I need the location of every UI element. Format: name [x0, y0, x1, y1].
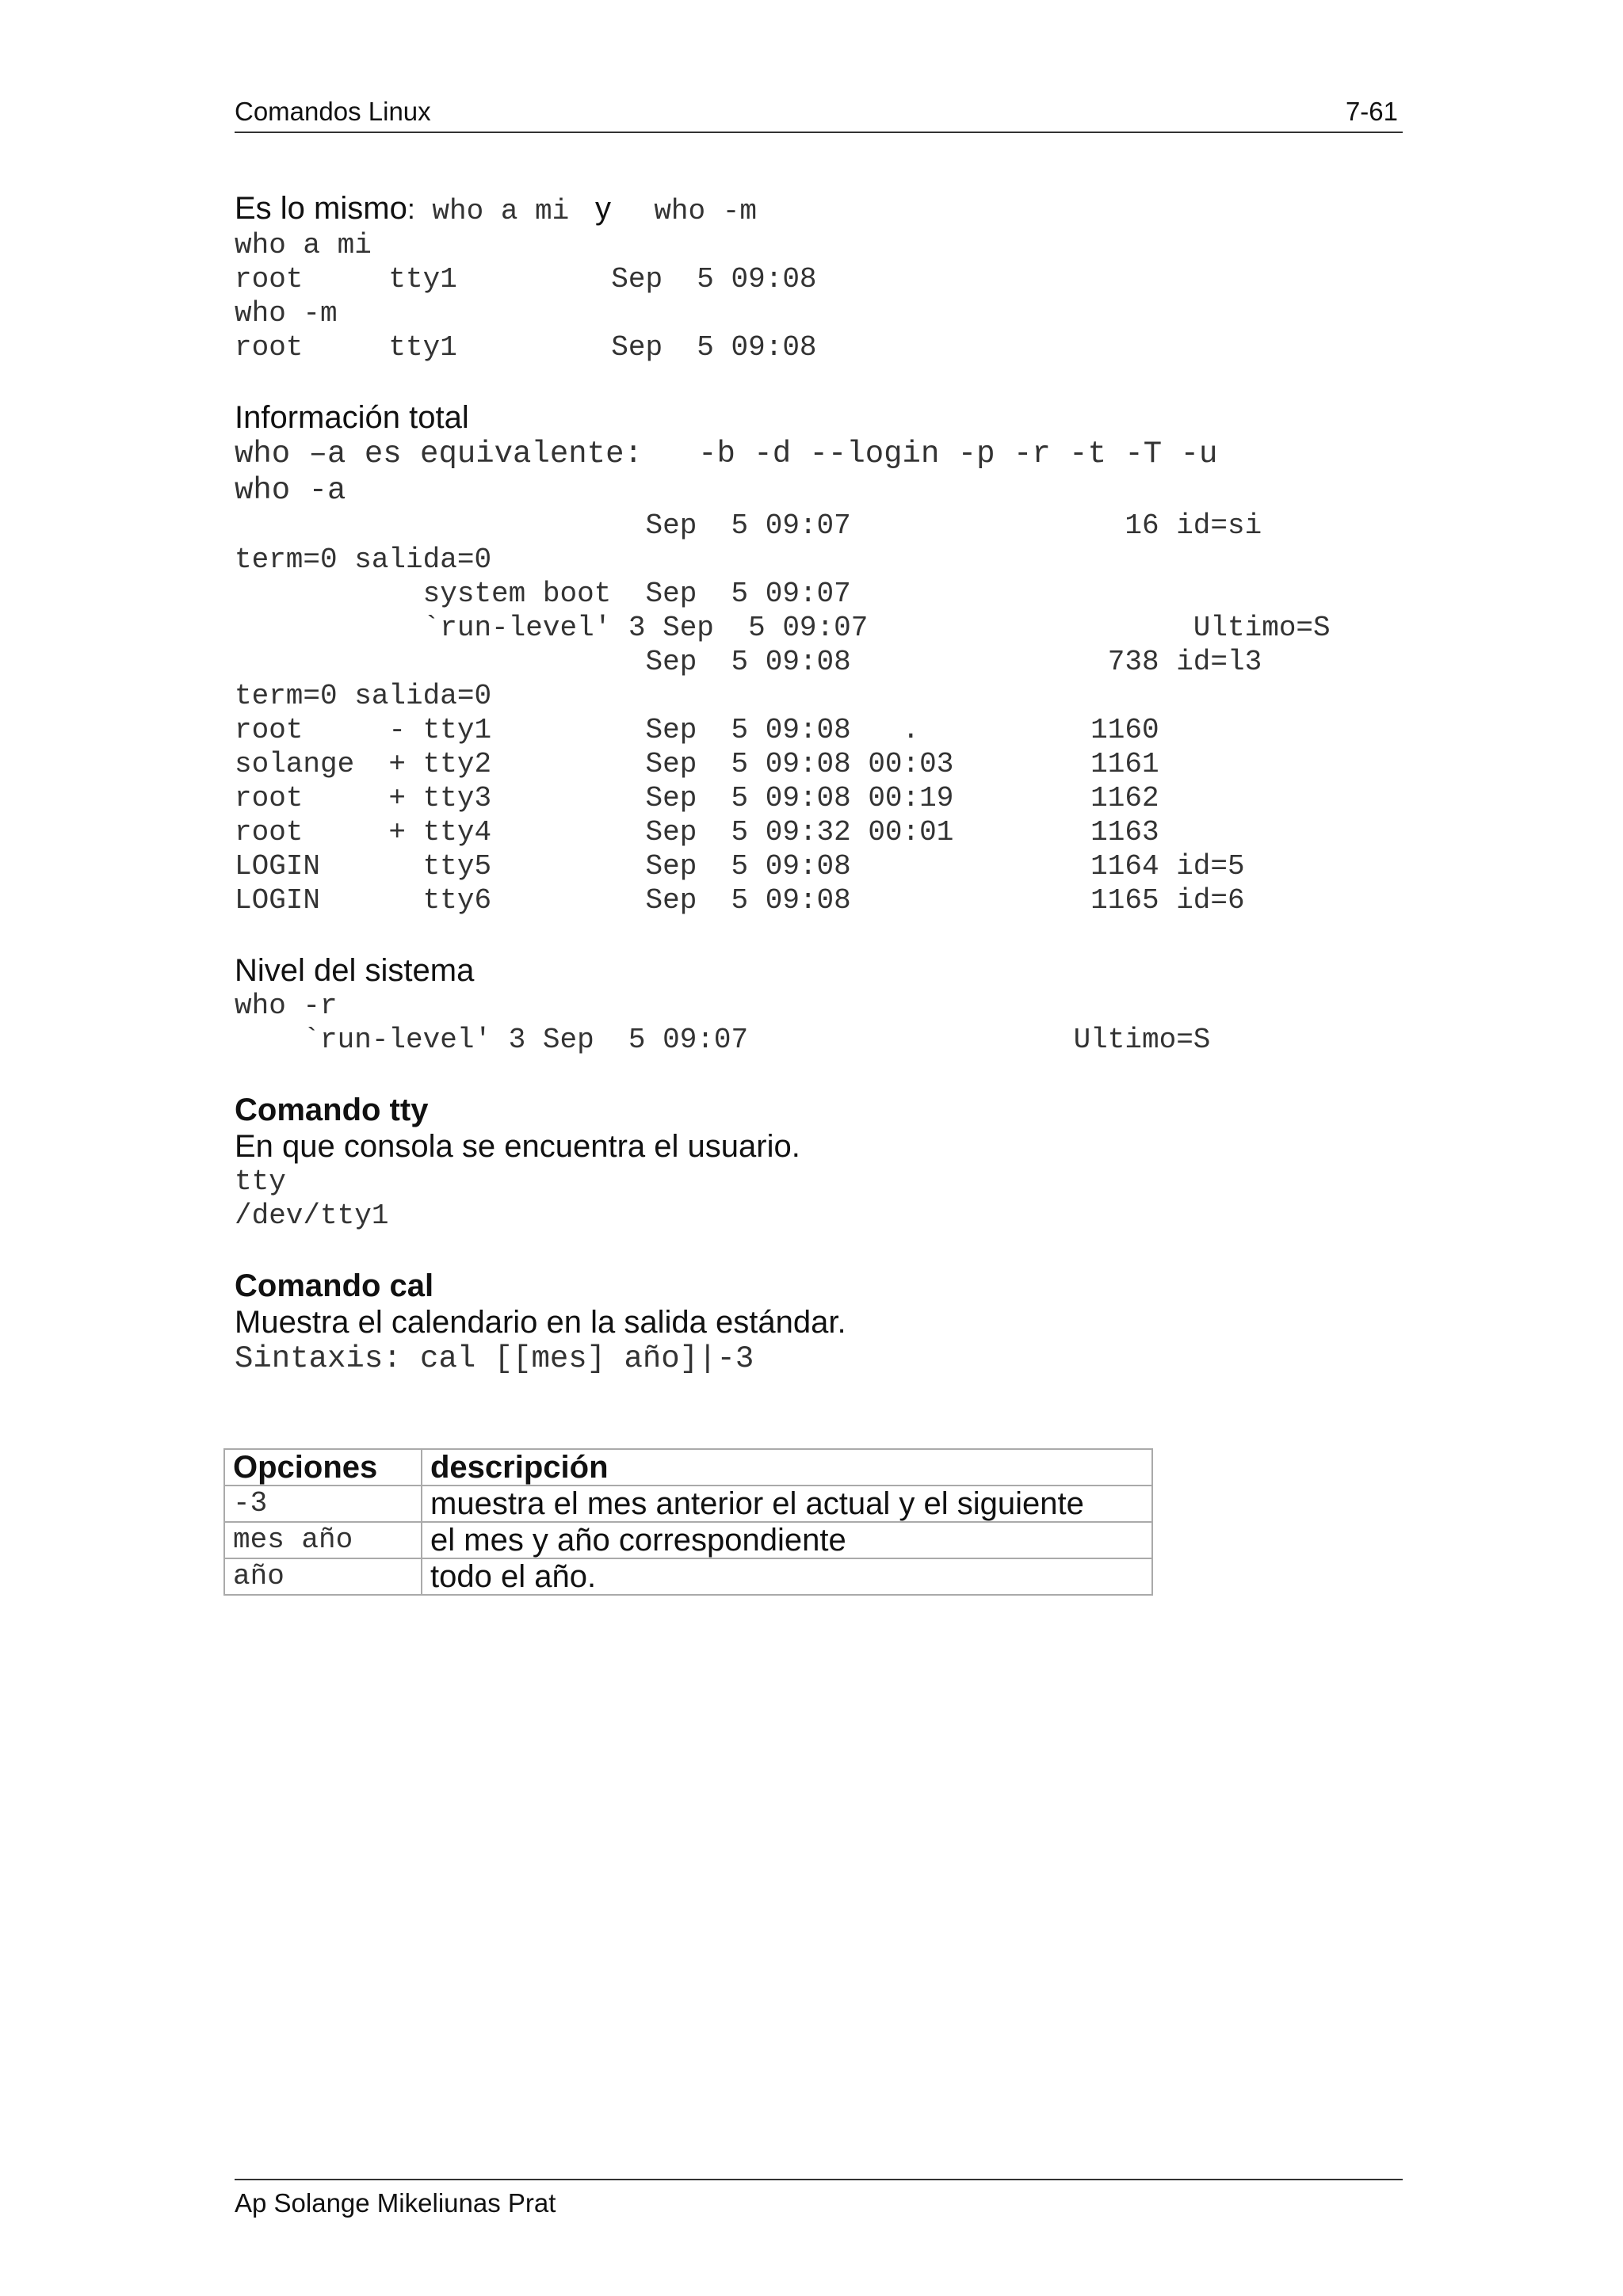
same-intro-label: Es lo mismo — [235, 191, 407, 226]
table-row — [224, 1522, 1152, 1558]
total-output-line: who -a — [235, 473, 346, 508]
total-output-line: LOGIN tty6 Sep 5 09:08 1165 id=6 — [235, 884, 1245, 917]
level-output-line: who -r — [235, 990, 338, 1022]
total-output-line: root + tty3 Sep 5 09:08 00:19 1162 — [235, 782, 1159, 814]
table-header-options: Opciones — [224, 1449, 422, 1486]
total-output-line: Sep 5 09:08 738 id=l3 — [235, 646, 1262, 678]
same-output-line: root tty1 Sep 5 09:08 — [235, 263, 817, 296]
total-output-line: root + tty4 Sep 5 09:32 00:01 1163 — [235, 816, 1159, 849]
same-intro-colon: : — [407, 193, 415, 225]
level-output-line: `run-level' 3 Sep 5 09:07 Ultimo=S — [235, 1024, 1211, 1056]
same-output-line: root tty1 Sep 5 09:08 — [235, 331, 817, 364]
total-equiv-line: who –a es equivalente: -b -d --login -p -r -t -T -u — [235, 437, 1218, 471]
same-cmd-b: who -m — [620, 195, 757, 227]
total-output-line: term=0 salida=0 — [235, 543, 492, 576]
same-and-word: y — [586, 191, 621, 226]
total-output-line: term=0 salida=0 — [235, 680, 492, 712]
tty-description: En que consola se encuentra el usuario. — [235, 1129, 800, 1164]
description-cell: todo el año. — [422, 1558, 1152, 1595]
table-row — [224, 1486, 1152, 1522]
total-output-line: LOGIN tty5 Sep 5 09:08 1164 id=5 — [235, 850, 1245, 883]
cal-heading: Comando cal — [235, 1268, 434, 1303]
same-output-line: who -m — [235, 297, 338, 330]
page-content — [235, 190, 1407, 1377]
total-heading: Información total — [235, 400, 469, 435]
header-title: Comandos Linux — [235, 97, 431, 126]
description-cell: el mes y año correspondiente — [422, 1522, 1152, 1558]
same-intro-line — [235, 190, 1407, 228]
total-output-line: solange + tty2 Sep 5 09:08 00:03 1161 — [235, 748, 1159, 780]
level-heading: Nivel del sistema — [235, 953, 475, 988]
total-output-line: `run-level' 3 Sep 5 09:07 Ultimo=S — [235, 612, 1331, 644]
description-cell: muestra el mes anterior el actual y el siguiente — [422, 1486, 1152, 1522]
total-output-line: root - tty1 Sep 5 09:08 . 1160 — [235, 714, 1159, 746]
option-cell: mes año — [224, 1522, 422, 1558]
same-output-line: who a mi — [235, 229, 372, 261]
tty-output-line: /dev/tty1 — [235, 1199, 389, 1232]
page-number: 7-61 — [1345, 97, 1398, 126]
tty-heading: Comando tty — [235, 1093, 429, 1127]
page-header — [235, 97, 1403, 133]
option-cell: -3 — [224, 1486, 422, 1522]
cal-syntax: Sintaxis: cal [[mes] año]|-3 — [235, 1341, 754, 1376]
total-output-line: Sep 5 09:07 16 id=si — [235, 509, 1262, 542]
total-output-line: system boot Sep 5 09:07 — [235, 578, 851, 610]
table-row — [224, 1558, 1152, 1595]
table-header-row — [224, 1449, 1152, 1486]
options-table — [223, 1448, 1153, 1596]
page-footer — [235, 2179, 1403, 2218]
footer-author: Ap Solange Mikeliunas Prat — [235, 2188, 556, 2218]
option-cell: año — [224, 1558, 422, 1595]
cal-description: Muestra el calendario en la salida estándar. — [235, 1305, 846, 1340]
same-cmd-a: who a mi — [414, 195, 586, 227]
table-header-description: descripción — [422, 1449, 1152, 1486]
tty-output-line: tty — [235, 1165, 286, 1198]
